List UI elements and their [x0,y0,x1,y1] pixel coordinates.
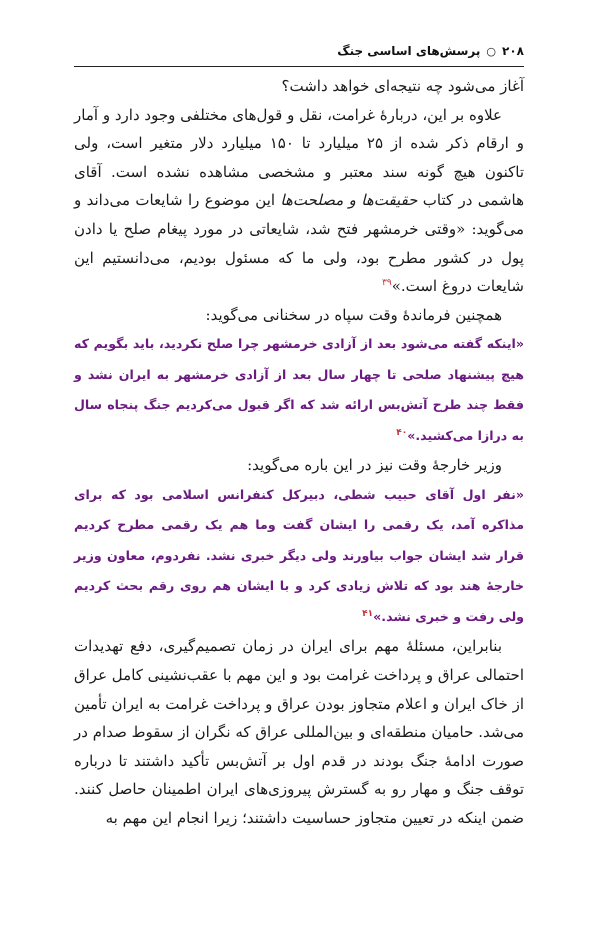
quote-text: «نفر اول آقای حبیب شطی، دبیرکل کنفرانس اسلامی بود که برای مذاکره آمد، یک رقمی را ایشان گفت وما هم یک رقمی مطرح کردیم قرار شد ایشان جواب بیاورند ولی دیگر خبری نشد. نفردوم، معاون وزیر خارجهٔ هند بود که تلاش زیادی کرد و با ایشان هم روی رقم بحث کردیم ولی رفت و خبری نشد.» [74,486,524,624]
paragraph-intro-minister: وزیر خارجهٔ وقت نیز در این باره می‌گوید: [247,456,502,475]
footnote-ref-40[interactable]: ۴۰ [396,427,408,438]
footnote-ref-39[interactable]: ۳۹ [382,278,392,289]
header-rule [74,66,524,67]
paragraph-conclusion: بنابراین، مسئلهٔ مهم برای ایران در زمان تصمیم‌گیری، دفع تهدیدات احتمالی عراق و پرداخت غرامت بود و این مهم با عقب‌نشینی کامل عراق از خاک ایران و اعلام متجاوز بودن عراق و پرداخت غرامت به ایران تأمین می‌شد. حامیان منطقه‌ای و بین‌المللی عراق که نگران از سقوط صدام در صورت ادامهٔ جنگ بودند در قدم اول بر آتش‌بس تأکید داشتند تا درباره توقف جنگ و مهار رو به گسترش پیروزی‌های ایران اطمینان حاصل کنند. ضمن اینکه در تعیین متجاوز حساسیت داشتند؛ زیرا انجام این مهم به [74,637,524,827]
paragraph-compensation [74,101,524,301]
footnote-ref-41[interactable]: ۴۱ [362,608,374,619]
page-number: ۲۰۸ [502,44,524,58]
paragraph-continuation: آغاز می‌شود چه نتیجه‌ای خواهد داشت؟ [281,77,524,95]
running-title: پرسش‌های اساسی جنگ [337,44,481,58]
paragraph-text: علاوه بر این، دربارهٔ غرامت، نقل و قول‌های مختلفی وجود دارد و آمار و ارقام ذکر شده از ۲۵ میلیارد تا ۱۵۰ میلیارد دلار متغیر است، ولی تاکنون هیچ گونه سند معتبر و مشخصی مشاهده نشده است. آقای هاشمی در کتاب [74,105,524,210]
paragraph-text: این موضوع را شایعات می‌داند و می‌گوید: «وقتی خرمشهر فتح شد، شایعاتی در مورد پیغام صلح یا دادن پول در کشور مطرح بود، ولی ما که مسئول بودیم، می‌دانستیم این شایعات دروغ است.» [74,191,524,296]
quote-text: «اینکه گفته می‌شود بعد از آزادی خرمشهر چرا صلح نکردید، باید بگویم که هیچ پیشنهاد صلحی تا چهار سال بعد از آزادی خرمشهر به ایران نشد و فقط چند طرح آتش‌بس ارائه شد که اگر قبول می‌کردیم جنگ پنجاه سال به درازا می‌کشید.» [74,336,524,443]
paragraph-intro-commander: همچنین فرماندهٔ وقت سپاه در سخنانی می‌گوید: [205,305,502,324]
quote-commander [74,329,524,451]
quote-minister [74,480,524,633]
running-header [74,44,524,58]
body-text [74,72,524,833]
separator-circle-icon: ○ [486,44,497,58]
book-title: حقیقت‌ها و مصلحت‌ها [280,191,418,210]
